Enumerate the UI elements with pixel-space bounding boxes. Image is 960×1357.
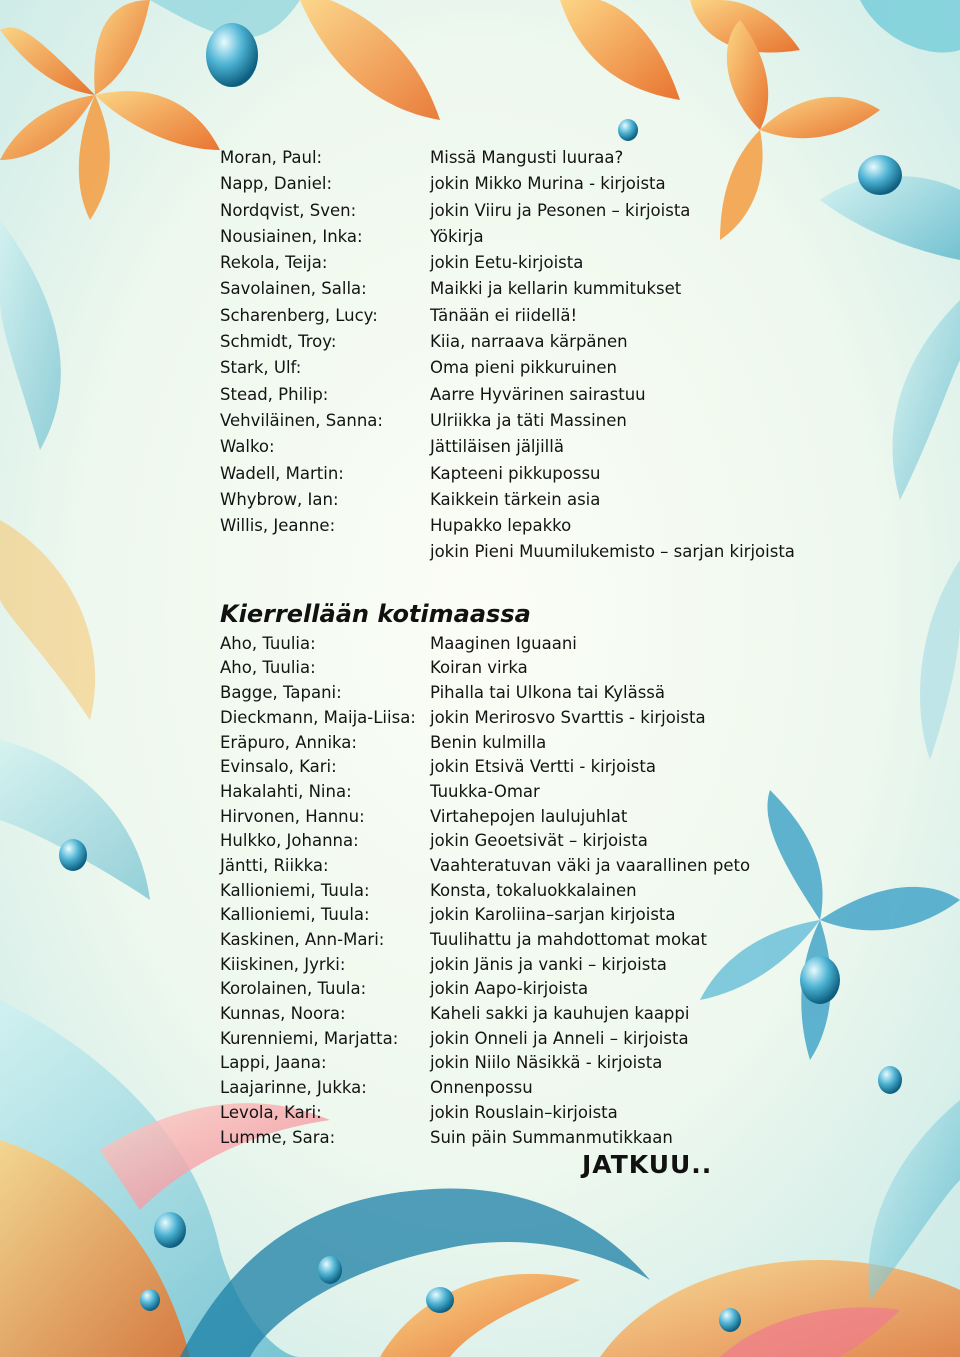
list-item (220, 1002, 860, 1027)
book-title: Pihalla tai Ulkona tai Kylässä (430, 683, 666, 703)
book-title: Aarre Hyvärinen sairastuu (430, 384, 646, 404)
list-item (220, 681, 860, 706)
list-item (220, 487, 860, 513)
author-name: Vehviläinen, Sanna: (220, 410, 383, 430)
list-item (220, 171, 860, 197)
list-item (220, 355, 860, 381)
book-title: Kaikkein tärkein asia (430, 489, 601, 509)
book-title: jokin Mikko Murina - kirjoista (430, 174, 666, 194)
list-item (220, 706, 860, 731)
list-item (220, 408, 860, 434)
author-name: Eräpuro, Annika: (220, 732, 357, 752)
author-name: Kallioniemi, Tuula: (220, 880, 370, 900)
author-name: Kunnas, Noora: (220, 1004, 346, 1024)
author-name: Stark, Ulf: (220, 358, 302, 378)
book-title: Kapteeni pikkupossu (430, 463, 601, 483)
book-title: jokin Pieni Muumilukemisto – sarjan kirjoista (430, 542, 795, 562)
book-title: Suin päin Summanmutikkaan (430, 1127, 673, 1147)
book-title: Ulriikka ja täti Massinen (430, 410, 627, 430)
author-name: Savolainen, Salla: (220, 279, 367, 299)
list-item (220, 632, 860, 657)
author-name: Hulkko, Johanna: (220, 831, 359, 851)
author-name: Napp, Daniel: (220, 174, 333, 194)
list-item (220, 1126, 860, 1151)
list-item (220, 731, 860, 756)
author-name: Lappi, Jaana: (220, 1053, 327, 1073)
list-item (220, 539, 860, 565)
list-item (220, 903, 860, 928)
author-name: Schmidt, Troy: (220, 332, 337, 352)
author-name: Aho, Tuulia: (220, 633, 316, 653)
list-item (220, 276, 860, 302)
book-title: jokin Viiru ja Pesonen – kirjoista (430, 200, 691, 220)
book-list-2 (220, 632, 860, 1150)
list-item (220, 224, 860, 250)
list-item (220, 145, 860, 171)
author-name: Kaskinen, Ann-Mari: (220, 930, 385, 949)
book-title: Yökirja (430, 226, 484, 246)
list-item (220, 1027, 860, 1052)
list-item (220, 1076, 860, 1101)
list-item (220, 780, 860, 805)
list-item (220, 382, 860, 408)
book-title: jokin Jänis ja vanki – kirjoista (430, 954, 667, 974)
list-item (220, 977, 860, 1002)
author-name: Whybrow, Ian: (220, 489, 339, 509)
author-name: Evinsalo, Kari: (220, 757, 337, 777)
book-title: Virtahepojen laulujuhlat (430, 806, 628, 826)
author-name: Walko: (220, 437, 275, 457)
author-name: Levola, Kari: (220, 1102, 322, 1122)
author-name: Aho, Tuulia: (220, 658, 316, 678)
book-title: Konsta, tokaluokkalainen (430, 880, 637, 900)
author-name: Scharenberg, Lucy: (220, 305, 378, 325)
list-item (220, 953, 860, 978)
book-title: Tänään ei riidellä! (430, 305, 578, 325)
book-title: jokin Onneli ja Anneli – kirjoista (430, 1028, 689, 1048)
author-name: Kiiskinen, Jyrki: (220, 954, 346, 974)
author-name: Stead, Philip: (220, 384, 329, 404)
book-title: Hupakko lepakko (430, 516, 572, 536)
book-title: Maaginen Iguaani (430, 633, 577, 653)
list-item (220, 461, 860, 487)
book-title: Onnenpossu (430, 1078, 533, 1098)
author-name: Hakalahti, Nina: (220, 781, 352, 801)
book-title: jokin Etsivä Vertti - kirjoista (430, 757, 656, 777)
list-item (220, 198, 860, 224)
author-name: Rekola, Teija: (220, 253, 328, 273)
author-name: Hirvonen, Hannu: (220, 806, 365, 826)
book-title: jokin Aapo-kirjoista (430, 979, 589, 999)
author-name: Kallioniemi, Tuula: (220, 905, 370, 925)
list-item (220, 656, 860, 681)
list-item (220, 434, 860, 460)
book-title: Tuukka-Omar (430, 781, 540, 801)
book-title: Missä Mangusti luuraa? (430, 148, 624, 167)
list-item (220, 513, 860, 539)
author-name: Lumme, Sara: (220, 1127, 336, 1147)
author-name: Bagge, Tapani: (220, 683, 342, 703)
list-item (220, 879, 860, 904)
book-title: Benin kulmilla (430, 732, 547, 752)
list-item (220, 928, 860, 953)
author-name: Moran, Paul: (220, 148, 323, 167)
author-name: Wadell, Martin: (220, 463, 344, 483)
book-title: Maikki ja kellarin kummitukset (430, 279, 682, 299)
list-item (220, 829, 860, 854)
book-title: Vaahteratuvan väki ja vaarallinen peto (430, 855, 751, 875)
list-item (220, 303, 860, 329)
list-item (220, 329, 860, 355)
book-title: Oma pieni pikkuruinen (430, 358, 617, 378)
section-heading: Kierrellään kotimaassa (220, 599, 531, 628)
book-title: Tuulihattu ja mahdottomat mokat (430, 930, 707, 949)
book-title: jokin Geoetsivät – kirjoista (430, 831, 648, 851)
author-name: Jäntti, Riikka: (220, 855, 329, 875)
author-name: Dieckmann, Maija-Liisa: (220, 707, 416, 727)
author-name: Willis, Jeanne: (220, 516, 336, 536)
book-title: jokin Karoliina–sarjan kirjoista (430, 905, 676, 925)
book-list-1 (220, 145, 860, 566)
book-title: Kaheli sakki ja kauhujen kaappi (430, 1004, 690, 1024)
book-title: Jättiläisen jäljillä (430, 437, 564, 457)
list-item (220, 805, 860, 830)
list-item (220, 854, 860, 879)
list-item (220, 250, 860, 276)
author-name: Korolainen, Tuula: (220, 979, 367, 999)
book-title: Koiran virka (430, 658, 528, 678)
continue-label: JATKUU.. (582, 1150, 713, 1179)
list-item (220, 755, 860, 780)
book-title: Kiia, narraava kärpänen (430, 332, 628, 352)
list-item (220, 1101, 860, 1126)
author-name: Nordqvist, Sven: (220, 200, 357, 220)
author-name: Nousiainen, Inka: (220, 226, 363, 246)
book-title: jokin Rouslain–kirjoista (430, 1102, 618, 1122)
author-name: Laajarinne, Jukka: (220, 1078, 367, 1098)
book-title: jokin Niilo Näsikkä - kirjoista (430, 1053, 663, 1073)
book-list-container (220, 145, 860, 1150)
author-name: Kurenniemi, Marjatta: (220, 1028, 399, 1048)
list-item (220, 1051, 860, 1076)
book-title: jokin Merirosvo Svarttis - kirjoista (430, 707, 706, 727)
book-title: jokin Eetu-kirjoista (430, 253, 584, 273)
